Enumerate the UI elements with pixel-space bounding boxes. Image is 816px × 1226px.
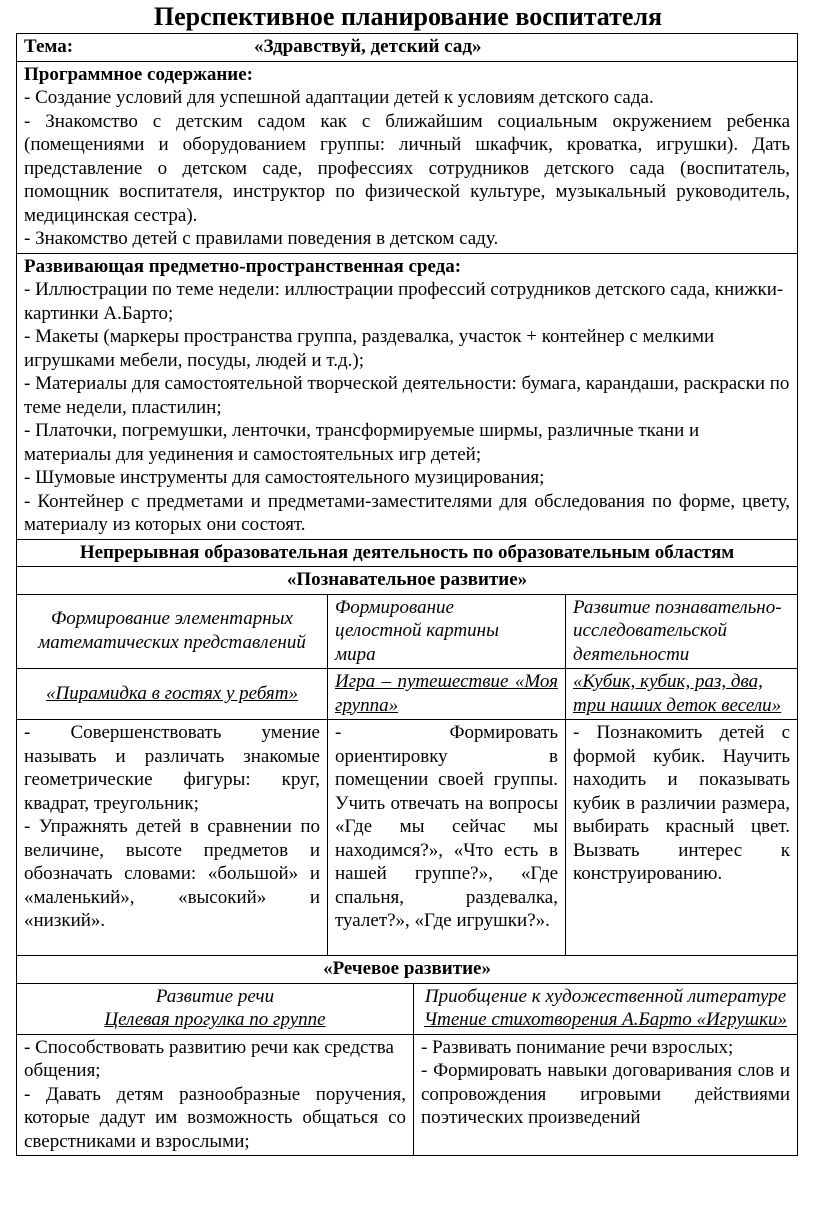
cognitive-topics-row — [17, 669, 798, 720]
cognitive-area-3: Развитие познавательно-исследовательской деятельности — [566, 594, 798, 669]
cognitive-heading: «Познавательное развитие» — [17, 567, 798, 595]
cognitive-area-2: Формирование целостной картины мира — [328, 594, 566, 669]
cognitive-heading-row — [17, 567, 798, 595]
page-title: Перспективное планирование воспитателя — [153, 2, 663, 31]
environment-row — [17, 253, 798, 539]
speech-heading: «Речевое развитие» — [17, 956, 798, 984]
environment-item: - Иллюстрации по теме недели: иллюстрации профессий сотрудников детского сада, книжки-картинки А.Барто; — [24, 279, 784, 324]
planning-table — [16, 33, 798, 1156]
cognitive-goal-1b: - Упражнять детей в сравнении по величине, высоте предметов и обозначать словами: «большой» и «маленький», «высокий» и «низкий». — [24, 816, 320, 931]
theme-label: Тема: — [24, 36, 74, 57]
continuous-heading: Непрерывная образовательная деятельность по образовательным областям — [17, 539, 798, 567]
environment-item: - Шумовые инструменты для самостоятельного музицирования; — [24, 467, 545, 488]
cognitive-goal-1: - Совершенствовать умение называть и различать знакомые геометрические фигуры: круг, квадрат, треугольник; — [24, 722, 320, 814]
program-row — [17, 61, 798, 253]
speech-heading-row — [17, 956, 798, 984]
program-item: - Создание условий для успешной адаптации детей к условиям детского сада. — [24, 87, 654, 108]
speech-goals-row — [17, 1034, 798, 1156]
program-item: - Знакомство детей с правилами поведения в детском саду. — [24, 228, 499, 249]
cognitive-areas-row — [17, 594, 798, 669]
program-item: - Знакомство с детским садом как с ближайшим социальным окружением ребенка (помещениями и оборудованием группы: личный шкафчик, кроватка, игрушки). Дать представление о детском саде, профессиях сотрудников детского сада (воспитатель, помощник воспитателя, инструктор по физической культуре, музыкальный руководитель, медицинская сестра). — [24, 110, 791, 226]
speech-topic-left: Целевая прогулка по группе — [104, 1009, 326, 1030]
cognitive-goal-3: - Познакомить детей с формой кубик. Научить находить и показывать кубик в различии размера, выбирать красный цвет. Вызвать интерес к конструированию. — [566, 720, 798, 956]
cognitive-topic-1: «Пирамидка в гостях у ребят» — [17, 669, 328, 720]
cognitive-goals-row — [17, 720, 798, 956]
speech-topic-right: Чтение стихотворения А.Барто «Игрушки» — [424, 1009, 787, 1030]
speech-area-right: Приобщение к художественной литературе — [424, 985, 787, 1007]
cognitive-goal-2: - Формировать ориентировку в помещении своей группы. Учить отвечать на вопросы «Где мы сейчас мы находимся?», «Что есть в нашей группе?», «Где спальня, раздевалка, туалет?», «Где игрушки?». — [328, 720, 566, 956]
environment-item: - Платочки, погремушки, ленточки, трансформируемые ширмы, различные ткани и материалы для уединения и самостоятельных игр детей; — [24, 420, 700, 465]
theme-row — [17, 34, 798, 62]
program-heading: Программное содержание: — [24, 63, 253, 85]
speech-goal-left: - Способствовать развитию речи как средства общения; — [24, 1036, 394, 1081]
speech-area-left: Развитие речи — [155, 985, 275, 1007]
speech-goal-left-b: - Давать детям разнообразные поручения, которые дадут им возможность общаться со сверстниками и взрослыми; — [24, 1083, 406, 1152]
speech-goal-right-b: - Формировать навыки договаривания слов и сопровождения игровыми действиями поэтических произведений — [421, 1060, 791, 1128]
theme-value: «Здравствуй, детский сад» — [254, 36, 482, 57]
environment-item: - Макеты (маркеры пространства группа, раздевалка, участок + контейнер с мелкими игрушками мебели, посуды, людей и т.д.); — [24, 326, 715, 371]
continuous-heading-row — [17, 539, 798, 567]
environment-item: - Контейнер с предметами и предметами-заместителями для обследования по форме, цвету, материалу из которых они состоят. — [24, 490, 791, 535]
environment-heading: Развивающая предметно-пространственная среда: — [24, 255, 462, 277]
speech-goal-right: - Развивать понимание речи взрослых; — [421, 1036, 734, 1058]
cognitive-topic-3: «Кубик, кубик, раз, два, три наших деток весели» — [566, 669, 798, 720]
cognitive-area-1: Формирование элементарных математических представлений — [17, 594, 328, 669]
cognitive-topic-2: Игра – путешествие «Моя группа» — [328, 669, 566, 720]
speech-areas-row — [17, 983, 798, 1034]
environment-item: - Материалы для самостоятельной творческой деятельности: бумага, карандаши, раскраски по теме недели, пластилин; — [24, 373, 790, 418]
